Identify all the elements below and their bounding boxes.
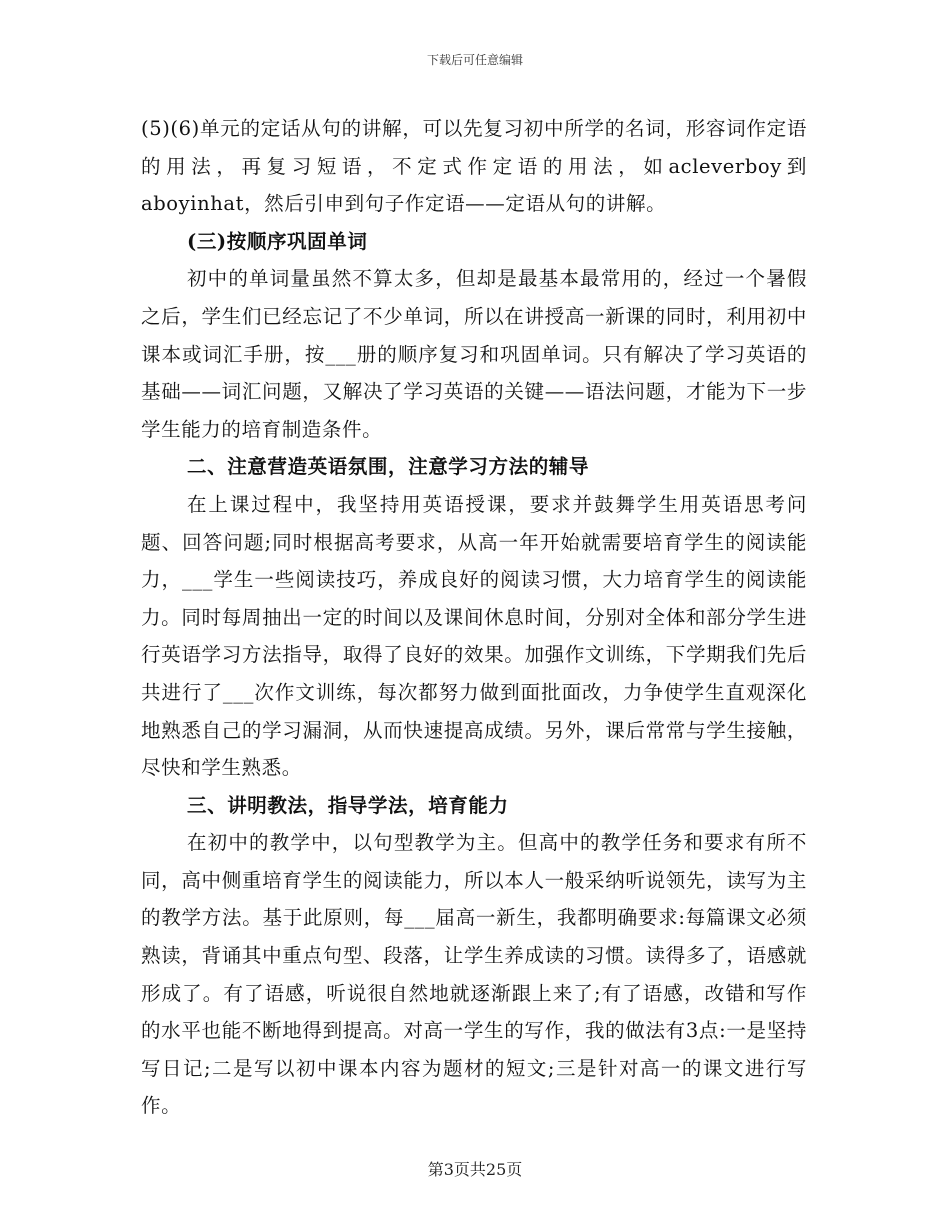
paragraph-vocabulary: 初中的单词量虽然不算太多，但却是最基本最常用的，经过一个暑假之后，学生们已经忘记了不少单词，所以在讲授高一新课的同时，利用初中课本或词汇手册，按___册的顺序复习和巩固单词。只有解决了学习英语的基础——词汇问题，又解决了学习英语的关键——语法问题，才能为下一步学生能力的培育制造条件。: [141, 267, 807, 441]
page-header: 下载后可任意编辑: [426, 53, 523, 67]
section-heading-methods: 三、讲明教法，指导学法，培育能力: [187, 793, 509, 817]
section-heading-vocabulary: (三)按顺序巩固单词: [187, 229, 368, 253]
document-body: [141, 110, 807, 1125]
page-number: 第3页共25页: [427, 1160, 523, 1179]
paragraph-atmosphere: 在上课过程中，我坚持用英语授课，要求并鼓舞学生用英语思考问题、回答问题;同时根据高考要求，从高一年开始就需要培育学生的阅读能力，___学生一些阅读技巧，养成良好的阅读习惯，大力培育学生的阅读能力。同时每周抽出一定的时间以及课间休息时间，分别对全体和部分学生进行英语学习方法指导，取得了良好的效果。加强作文训练，下学期我们先后共进行了___次作文训练，每次都努力做到面批面改，力争使学生直观深化地熟悉自己的学习漏洞，从而快速提高成绩。另外，课后常常与学生接触，尽快和学生熟悉。: [141, 492, 807, 780]
paragraph-unit-5-6: (5)(6)单元的定话从句的讲解，可以先复习初中所学的名词，形容词作定语的用法，再复习短语，不定式作定语的用法，如acleverboy到aboyinhat，然后引申到句子作定语——定语从句的讲解。: [141, 117, 807, 216]
paragraph-methods: 在初中的教学中，以句型教学为主。但高中的教学任务和要求有所不同，高中侧重培育学生的阅读能力，所以本人一般采纳听说领先，读写为主的教学方法。基于此原则，每___届高一新生，我都明确要求:每篇课文必须熟读，背诵其中重点句型、段落，让学生养成读的习惯。读得多了，语感就形成了。有了语感，听说很自然地就逐渐跟上来了;有了语感，改错和写作的水平也能不断地得到提高。对高一学生的写作，我的做法有3点:一是坚持写日记;二是写以初中课本内容为题材的短文;三是针对高一的课文进行写作。: [141, 831, 807, 1118]
section-heading-atmosphere: 二、注意营造英语氛围，注意学习方法的辅导: [187, 455, 590, 479]
